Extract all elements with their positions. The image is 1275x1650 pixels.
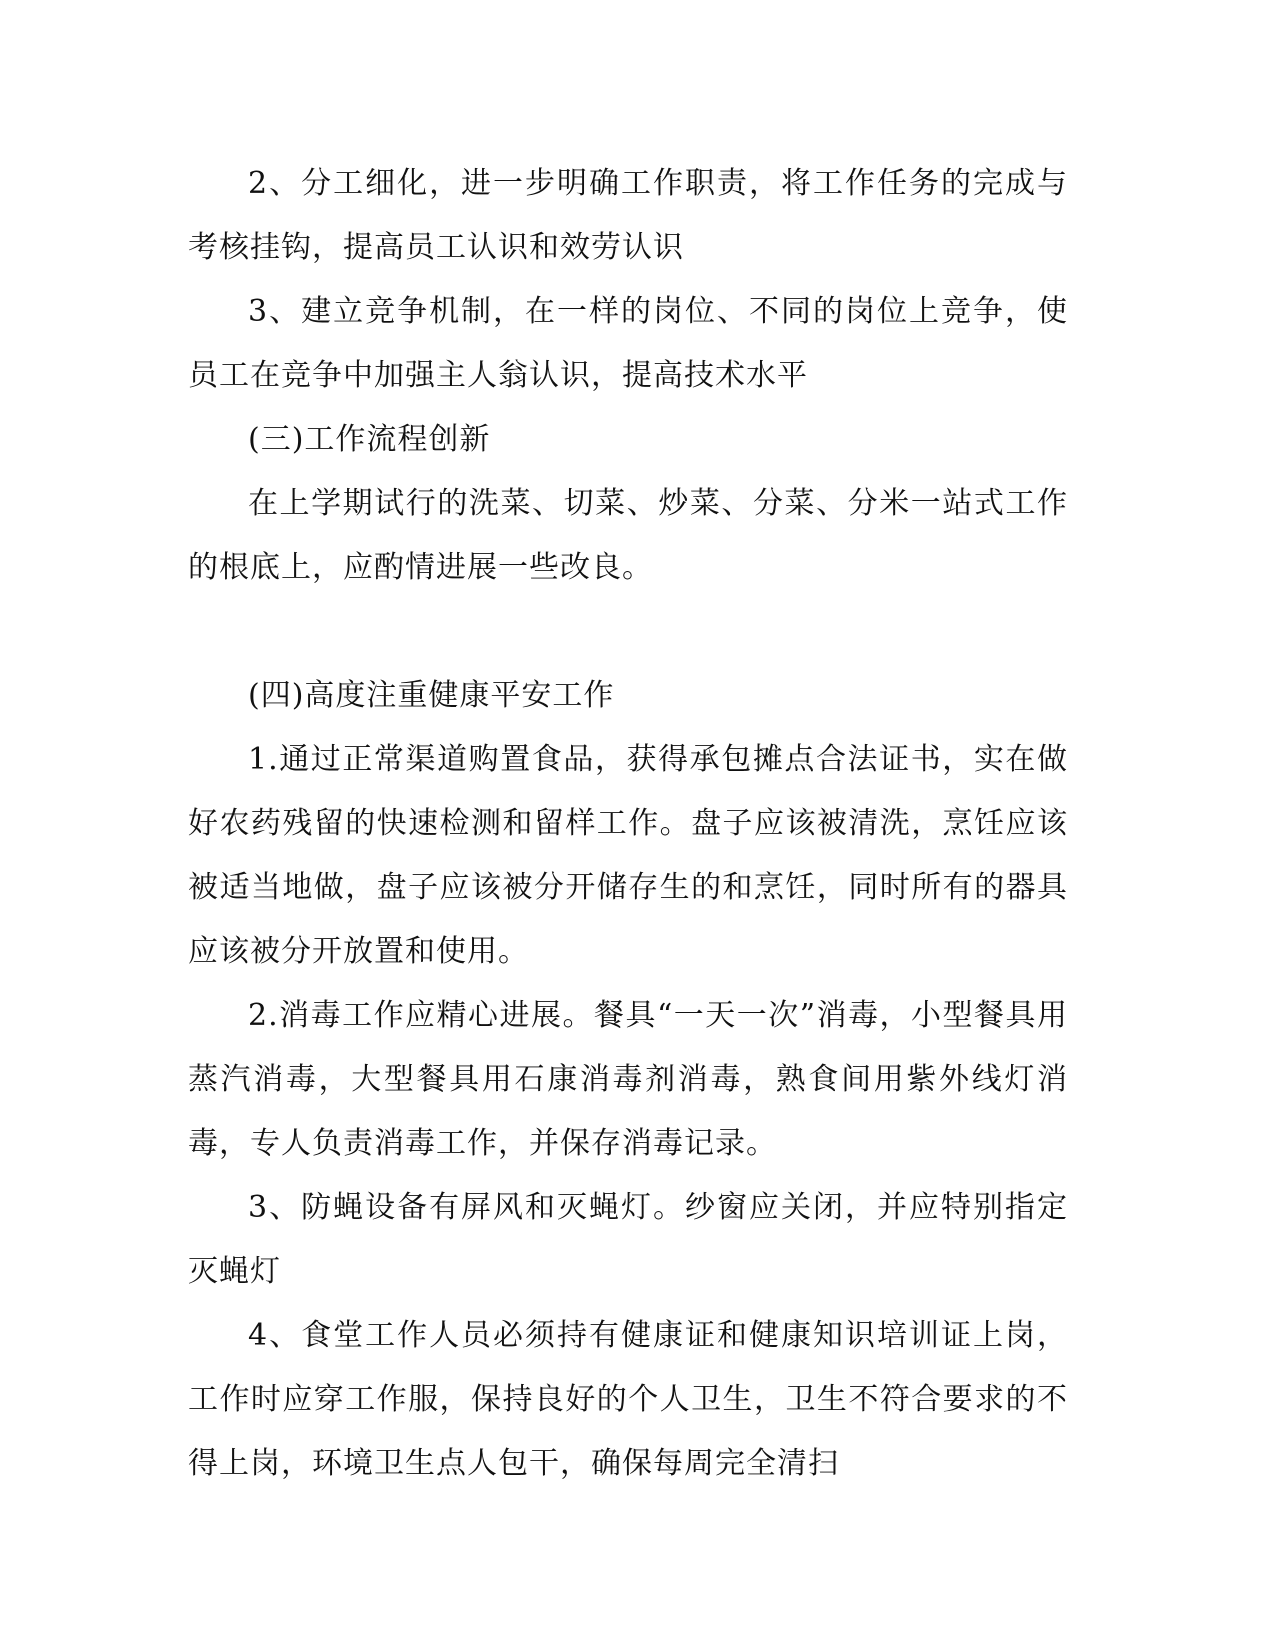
- section-heading-health-safety: (四)高度注重健康平安工作: [248, 678, 615, 713]
- paragraph-staff-health: 4、食堂工作人员必须持有健康证和健康知识培训证上岗，工作时应穿工作服，保持良好的个人卫生，卫生不符合要求的不得上岗，环境卫生点人包干，确保每周完全清扫: [188, 1318, 1068, 1481]
- paragraph-competition-mechanism: 3、建立竞争机制，在一样的岗位、不同的岗位上竞争，使员工在竞争中加强主人翁认识，提高技术水平: [188, 294, 1068, 393]
- blank-line: [188, 600, 1068, 664]
- paragraph-division-of-labor: 2、分工细化，进一步明确工作职责，将工作任务的完成与考核挂钩，提高员工认识和效劳认识: [188, 166, 1068, 265]
- paragraph-food-procurement: 1.通过正常渠道购置食品，获得承包摊点合法证书，实在做好农药残留的快速检测和留样工作。盘子应该被清洗，烹饪应该被适当地做，盘子应该被分开储存生的和烹饪，同时所有的器具应该被分开放置和使用。: [188, 742, 1068, 969]
- paragraph-fly-prevention: 3、防蝇设备有屏风和灭蝇灯。纱窗应关闭，并应特别指定灭蝇灯: [188, 1190, 1068, 1289]
- section-heading-workflow-innovation: (三)工作流程创新: [248, 422, 491, 457]
- paragraph-disinfection: 2.消毒工作应精心进展。餐具“一天一次”消毒，小型餐具用蒸汽消毒，大型餐具用石康消毒剂消毒，熟食间用紫外线灯消毒，专人负责消毒工作，并保存消毒记录。: [188, 998, 1068, 1161]
- paragraph-one-stop-work: 在上学期试行的洗菜、切菜、炒菜、分菜、分米一站式工作的根底上，应酌情进展一些改良。: [188, 486, 1068, 585]
- document-body: [188, 152, 1068, 1496]
